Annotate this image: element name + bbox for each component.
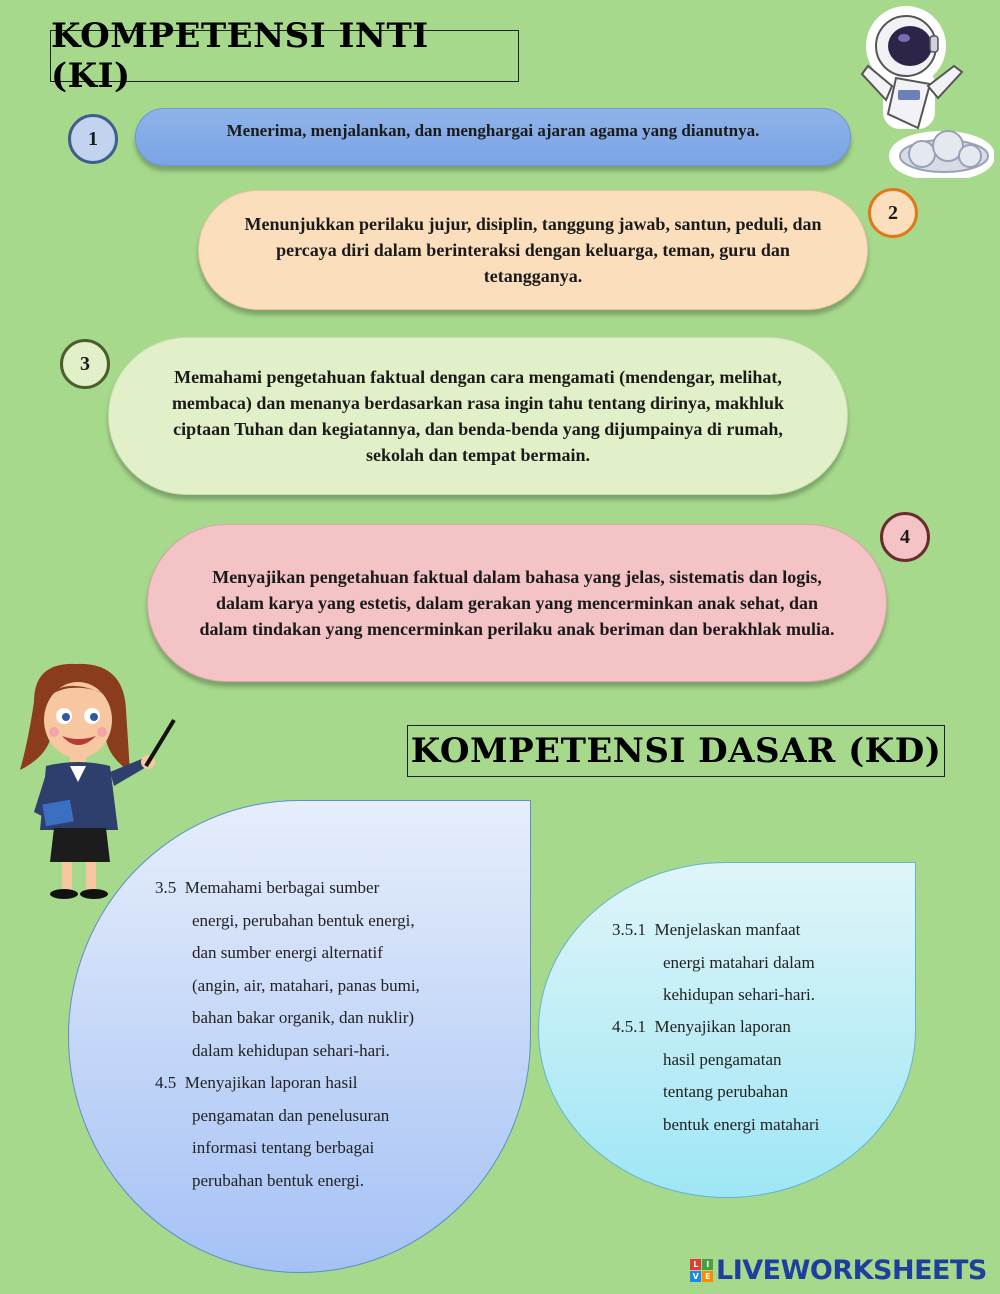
kd-left-panel: [68, 800, 531, 1273]
kd-line: Menyajikan laporan: [654, 1017, 791, 1036]
astronaut-illustration: [858, 6, 994, 178]
kd-title: KOMPETENSI DASAR (KD): [407, 725, 945, 777]
kd-line: energi, perubahan bentuk energi,: [192, 910, 415, 930]
ki-item-2-text: Menunjukkan perilaku jujur, disiplin, tanggung jawab, santun, peduli, dan percaya diri dalam berinteraksi dengan keluarga, teman, guru dan tetangganya.: [244, 214, 822, 286]
kd-item-3-5-1: [612, 914, 815, 1012]
kd-item-4-5-1: [612, 1011, 819, 1141]
kd-line: dalam kehidupan sehari-hari.: [192, 1040, 390, 1060]
kd-line: perubahan bentuk energi.: [192, 1170, 364, 1190]
ki-title: KOMPETENSI INTI (KI): [50, 30, 519, 82]
ki-item-4: [147, 524, 887, 682]
kd-code: 4.5.1: [612, 1017, 646, 1036]
kd-line: hasil pengamatan: [663, 1049, 782, 1069]
ki-item-2: [198, 190, 868, 310]
kd-line: Memahami berbagai sumber: [184, 878, 380, 897]
kd-line: dan sumber energi alternatif: [192, 943, 383, 962]
kd-line: tentang perubahan: [663, 1082, 789, 1101]
kd-item-3-5: [155, 872, 420, 1067]
ki-number-3-badge: 3: [60, 339, 110, 389]
kd-code: 3.5.1: [612, 920, 646, 939]
kd-right-panel: [538, 862, 916, 1198]
kd-line: bahan bakar organik, dan nuklir): [192, 1008, 415, 1027]
ki-item-1: [135, 108, 851, 166]
logo-icon: L I V E: [690, 1259, 713, 1282]
logo-text: LIVEWORKSHEETS: [716, 1254, 987, 1286]
ki-number-4-badge: 4: [880, 512, 930, 562]
kd-item-4-5: [155, 1067, 389, 1197]
ki-item-1-text: Menerima, menjalankan, dan menghargai ajaran agama yang dianutnya.: [226, 121, 760, 140]
kd-line: bentuk energi matahari: [663, 1114, 820, 1134]
ki-number-2-badge: 2: [868, 188, 918, 238]
kd-line: energi matahari dalam: [663, 952, 815, 972]
ki-item-4-text: Menyajikan pengetahuan faktual dalam bahasa yang jelas, sistematis dan logis, dalam karya yang estetis, dalam gerakan yang mencerminkan anak sehat, dan dalam tindakan yang mencerminkan perilaku anak beriman dan berakhlak mulia.: [199, 567, 835, 639]
kd-line: (angin, air, matahari, panas bumi,: [192, 975, 420, 995]
liveworksheets-logo: [690, 1254, 987, 1286]
kd-line: Menyajikan laporan hasil: [184, 1073, 358, 1092]
kd-line: informasi tentang berbagai: [192, 1138, 375, 1157]
kd-line: pengamatan dan penelusuran: [192, 1105, 390, 1125]
ki-number-1-badge: 1: [68, 114, 118, 164]
ki-item-3-text: Memahami pengetahuan faktual dengan cara mengamati (mendengar, melihat, membaca) dan menanya berdasarkan rasa ingin tahu tentang dirinya, makhluk ciptaan Tuhan dan kegiatannya, dan benda-benda yang dijumpainya di rumah, sekolah dan tempat bermain.: [171, 367, 785, 465]
kd-code: 3.5: [155, 878, 177, 897]
kd-line: kehidupan sehari-hari.: [663, 985, 815, 1004]
kd-code: 4.5: [155, 1073, 177, 1092]
ki-item-3: [108, 337, 848, 495]
kd-line: Menjelaskan manfaat: [654, 920, 801, 939]
